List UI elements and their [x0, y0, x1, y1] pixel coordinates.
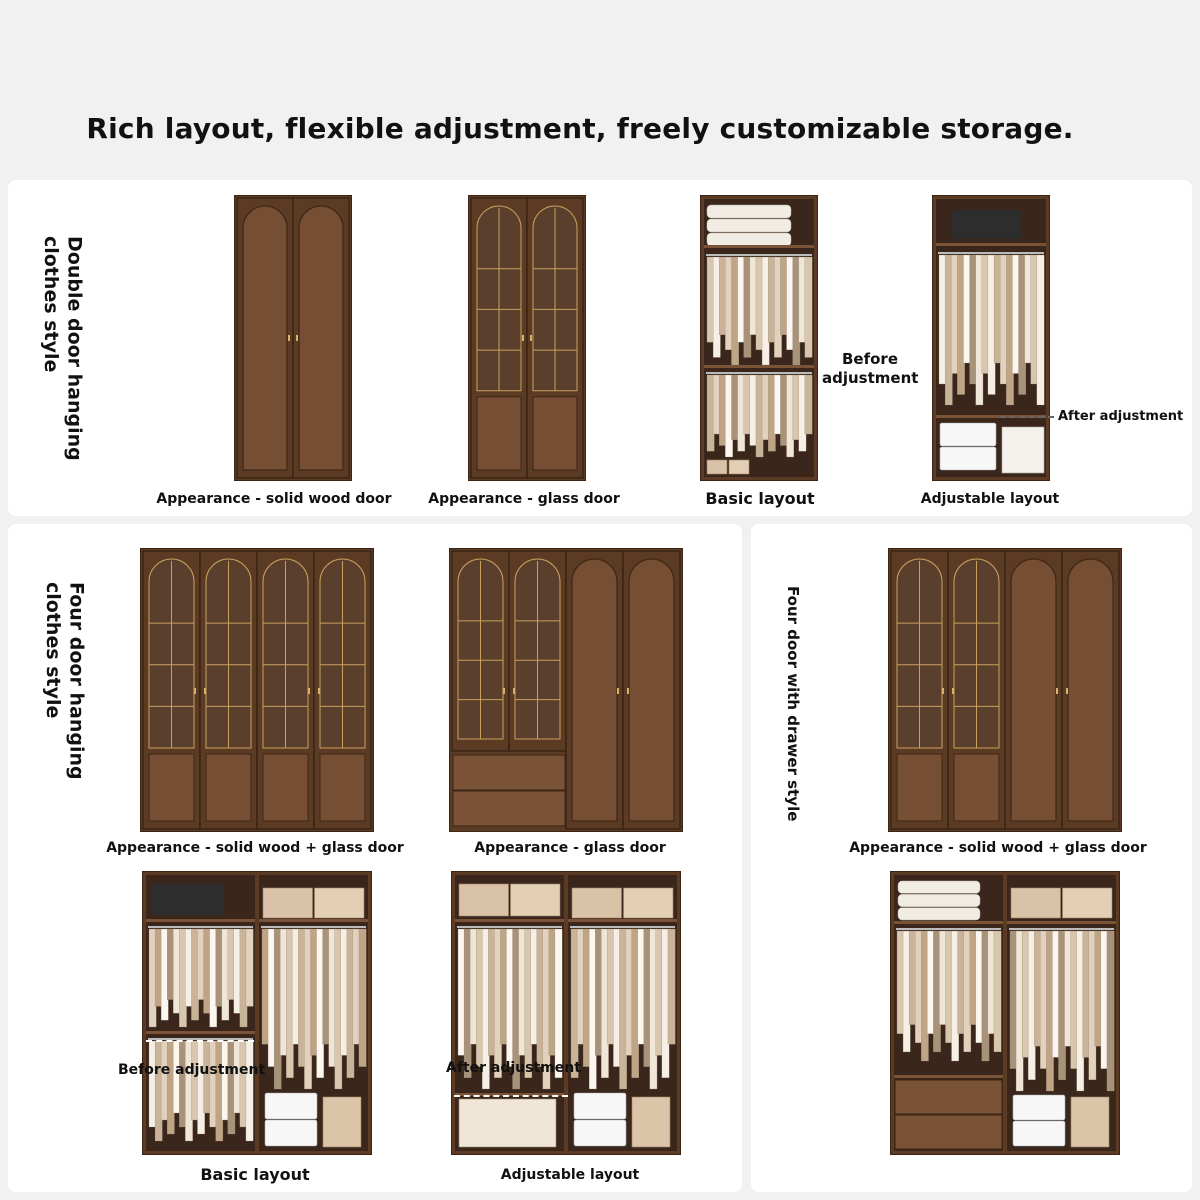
door-handle: [627, 688, 629, 694]
door-handle: [194, 688, 196, 694]
shelf: [1007, 921, 1116, 924]
garment: [246, 1041, 253, 1141]
four-after-adjustment-note: After adjustment: [446, 1060, 581, 1076]
arch-inset: [243, 206, 287, 470]
door-handle: [513, 688, 515, 694]
storage-box: [1063, 888, 1113, 918]
door-handle: [308, 688, 310, 694]
folded-pillow: [898, 894, 980, 906]
garment: [555, 929, 562, 1078]
arch-inset: [572, 559, 617, 821]
product-basic-layout: [700, 195, 818, 481]
storage-box: [459, 884, 509, 916]
caption-basic-layout: Basic layout: [705, 489, 815, 508]
shelf: [146, 919, 255, 922]
door-handle: [318, 688, 320, 694]
shelf: [704, 365, 814, 368]
product-solid-wood-door: [234, 195, 352, 481]
garment: [805, 375, 812, 434]
product-four-basic-layout: [142, 871, 372, 1155]
arch-inset: [1011, 559, 1056, 821]
suitcase: [152, 884, 224, 915]
product-adjustable-layout: [932, 195, 1050, 481]
caption-solid-wood-door: Appearance - solid wood door: [156, 491, 392, 507]
storage-box: [263, 888, 313, 918]
folded-pillow: [898, 908, 980, 920]
garment: [668, 929, 675, 1044]
after-adjustment-note: After adjustment: [1058, 409, 1184, 424]
arch-inset: [1068, 559, 1113, 821]
shelf: [568, 919, 677, 922]
caption-four-glass: Appearance - solid wood + glass door: [106, 840, 404, 856]
garment: [1107, 931, 1114, 1091]
product-four-adjustable-layout: [451, 871, 681, 1155]
garment: [805, 257, 812, 357]
folded-pillow: [898, 881, 980, 893]
clear-bin: [1013, 1095, 1065, 1120]
arch-inset: [629, 559, 674, 821]
caption-four-drawer: Appearance - solid wood + glass door: [849, 840, 1147, 856]
shelf: [894, 921, 1003, 924]
door-handle: [952, 688, 954, 694]
folded-pillow: [707, 205, 791, 218]
garment: [246, 929, 253, 1006]
headline: Rich layout, flexible adjustment, freely customizable storage.: [86, 112, 1074, 145]
door-handle: [204, 688, 206, 694]
product-four-glass-door: [140, 548, 374, 832]
product-four-drawer-interior: [890, 871, 1120, 1155]
caption-four-mixed: Appearance - glass door: [474, 840, 666, 856]
before-adjustment-note: Before adjustment: [822, 350, 919, 387]
drawer-front: [895, 1080, 1002, 1114]
clear-bin: [265, 1120, 317, 1146]
suitcase: [952, 210, 1022, 239]
drawer-front: [453, 791, 565, 826]
door-handle: [530, 335, 532, 341]
door-handle: [617, 688, 619, 694]
shelf: [704, 245, 814, 248]
clear-bin: [940, 447, 996, 470]
storage-box: [511, 884, 561, 916]
door-handle: [1066, 688, 1068, 694]
clear-bin: [265, 1093, 317, 1119]
storage-bag: [459, 1099, 556, 1147]
four-before-adjustment-note: Before adjustment: [118, 1062, 266, 1078]
drawer-front: [895, 1115, 1002, 1149]
storage-box: [1011, 888, 1061, 918]
garment: [359, 929, 366, 1067]
caption-glass-door: Appearance - glass door: [428, 491, 620, 507]
product-four-drawer-appearance: [888, 548, 1122, 832]
double-door-section-label: Double door hanging clothes style: [39, 236, 86, 461]
drawer-front: [453, 755, 565, 790]
shelf: [146, 1031, 255, 1034]
shelf: [455, 919, 564, 922]
four-door-section-label: Four door hanging clothes style: [41, 582, 88, 780]
door-handle: [942, 688, 944, 694]
garment: [1037, 255, 1044, 405]
storage-box: [315, 888, 365, 918]
storage-box: [572, 888, 622, 918]
clear-bin: [574, 1120, 626, 1146]
clear-bin: [940, 423, 996, 446]
after-adjustment-line: [1000, 416, 1054, 418]
four-before-line: [146, 1040, 254, 1042]
clear-bin: [574, 1093, 626, 1119]
caption-four-adjustable: Adjustable layout: [500, 1167, 640, 1183]
storage-box: [632, 1097, 670, 1147]
storage-box: [1002, 427, 1044, 473]
caption-four-basic: Basic layout: [200, 1165, 310, 1184]
garment: [994, 931, 1001, 1052]
folded-pillow: [707, 219, 791, 232]
storage-box: [707, 460, 727, 474]
shelf: [894, 1075, 1003, 1078]
door-handle: [296, 335, 298, 341]
arch-inset: [299, 206, 343, 470]
caption-adjustable-layout: Adjustable layout: [920, 491, 1060, 507]
four-after-line: [454, 1095, 568, 1097]
clear-bin: [1013, 1121, 1065, 1146]
storage-box: [323, 1097, 361, 1147]
door-handle: [288, 335, 290, 341]
storage-box: [729, 460, 749, 474]
door-handle: [1056, 688, 1058, 694]
shelf: [259, 919, 368, 922]
storage-box: [1071, 1097, 1109, 1147]
shelf: [936, 243, 1046, 246]
folded-pillow: [707, 233, 791, 246]
product-four-mixed-door: [449, 548, 683, 832]
door-handle: [503, 688, 505, 694]
storage-box: [624, 888, 674, 918]
door-handle: [522, 335, 524, 341]
four-door-drawer-section-label: Four door with drawer style: [783, 586, 802, 822]
product-glass-door: [468, 195, 586, 481]
